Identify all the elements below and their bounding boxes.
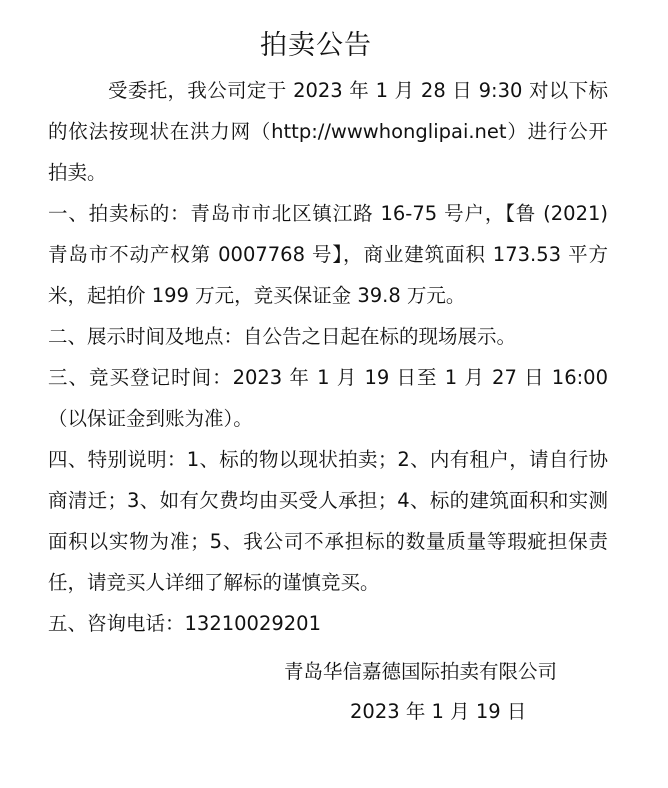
- notice-title: 拍卖公告: [260, 30, 372, 61]
- notice-date: 2023 年 1 月 19 日: [350, 700, 527, 723]
- notice-body: [48, 70, 608, 644]
- section-special-notes: 四、特别说明：1、标的物以现状拍卖；2、内有租户，请自行协商清迁；3、如有欠费均由买受人承担；4、标的建筑面积和实测面积以实物为准；5、我公司不承担标的数量质量等瑕疵担保责任，请竞买人详细了解标的谨慎竞买。: [48, 448, 608, 594]
- section-registration-time: 三、竞买登记时间：2023 年 1 月 19 日至 1 月 27 日 16:00（以保证金到账为准）。: [48, 366, 608, 430]
- intro-paragraph: 受委托，我公司定于 2023 年 1 月 28 日 9:30 对以下标的依法按现状在洪力网（http://wwwhonglipai.net）进行公开拍卖。: [48, 79, 608, 184]
- section-contact-phone: 五、咨询电话：13210029201: [48, 612, 321, 635]
- section-display-time: 二、展示时间及地点：自公告之日起在标的现场展示。: [48, 325, 517, 348]
- company-signature: 青岛华信嘉德国际拍卖有限公司: [284, 660, 558, 683]
- section-auction-item: 一、拍卖标的：青岛市市北区镇江路 16-75 号户，【鲁 (2021) 青岛市不动产权第 0007768 号】，商业建筑面积 173.53 平方米，起拍价 199 万元，竞买保证金 39.8 万元。: [48, 202, 608, 307]
